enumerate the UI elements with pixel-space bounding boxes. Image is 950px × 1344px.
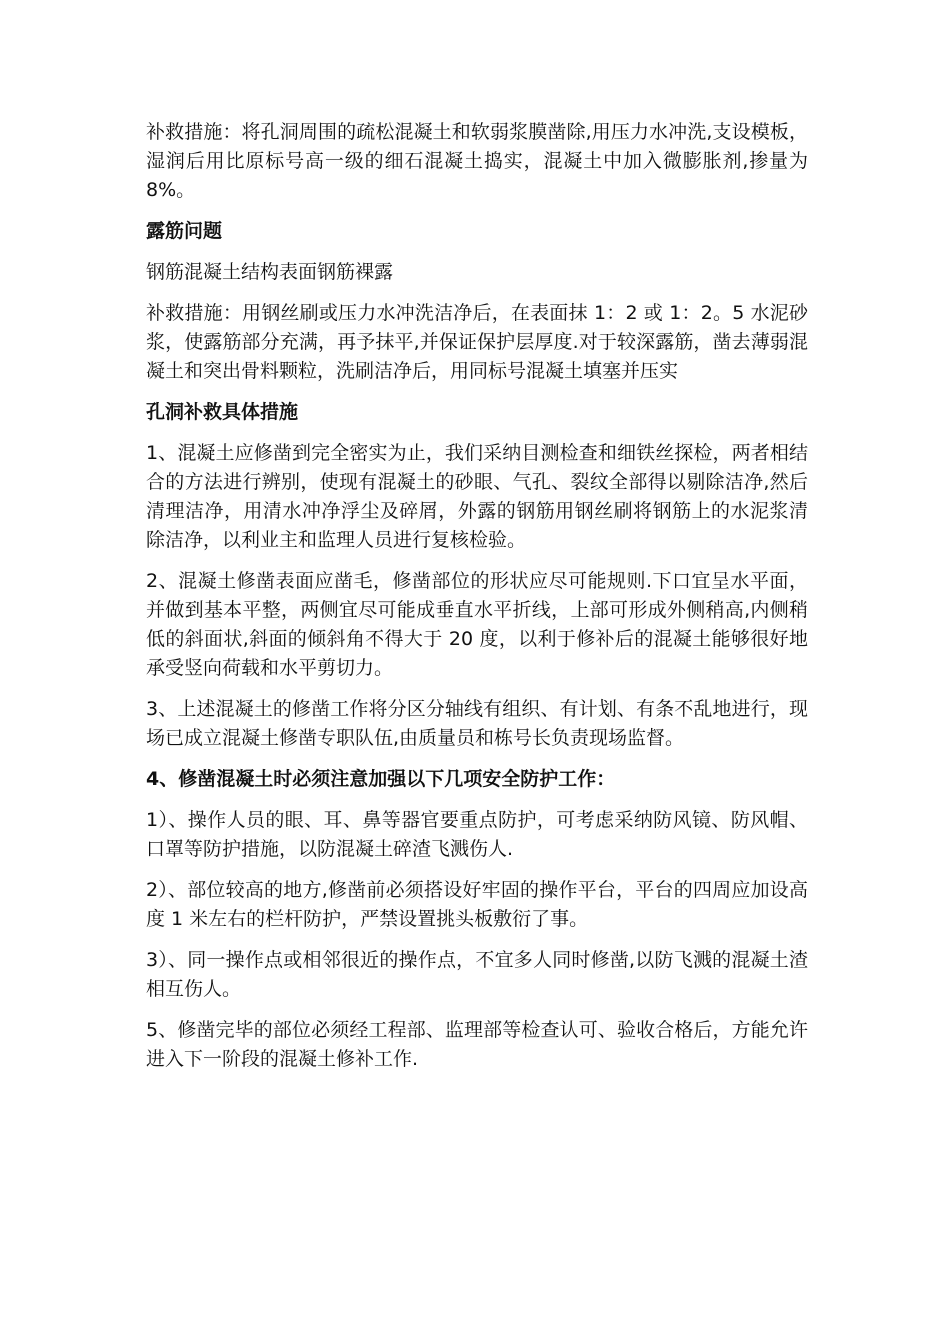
paragraph-item-2: 2、混凝土修凿表面应凿毛，修凿部位的形状应尽可能规则.下口宜呈水平面，并做到基本平整，两侧宜尽可能成垂直水平折线，上部可形成外侧稍高,内侧稍低的斜面状,斜面的倾斜角不得大于 20 度，以利于修补后的混凝土能够很好地承受竖向荷载和水平剪切力。 [146, 570, 808, 679]
paragraph-safety-3: 3）、同一操作点或相邻很近的操作点，不宜多人同时修凿,以防飞溅的混凝土渣相互伤人。 [146, 949, 808, 1000]
section-heading-exposed-rebar: 露筋问题 [146, 220, 223, 242]
paragraph-remedy-holes: 补救措施：将孔洞周围的疏松混凝土和软弱浆膜凿除,用压力水冲洗,支设模板，湿润后用比原标号高一级的细石混凝土捣实，混凝土中加入微膨胀剂,掺量为8%。 [146, 121, 808, 201]
paragraph-item-1: 1、混凝土应修凿到完全密实为止，我们采纳目测检查和细铁丝探检，两者相结合的方法进行辨别，使现有混凝土的砂眼、气孔、裂纹全部得以剔除洁净,然后清理洁净，用清水冲净浮尘及碎屑，外露的钢筋用钢丝刷将钢筋上的水泥浆清除洁净，以利业主和监理人员进行复核检验。 [146, 442, 808, 551]
section-heading-safety: 4、修凿混凝土时必须注意加强以下几项安全防护工作： [146, 768, 616, 790]
paragraph-item-3: 3、上述混凝土的修凿工作将分区分轴线有组织、有计划、有条不乱地进行，现场已成立混凝土修凿专职队伍,由质量员和栋号长负责现场监督。 [146, 698, 808, 749]
paragraph-item-5: 5、修凿完毕的部位必须经工程部、监理部等检查认可、验收合格后，方能允许进入下一阶段的混凝土修补工作. [146, 1019, 808, 1070]
paragraph-safety-1: 1）、操作人员的眼、耳、鼻等器官要重点防护，可考虑采纳防风镜、防风帽、口罩等防护措施，以防混凝土碎渣飞溅伤人. [146, 809, 808, 860]
section-heading-hole-measures: 孔洞补救具体措施 [146, 401, 299, 423]
paragraph-remedy-rebar: 补救措施：用钢丝刷或压力水冲洗洁净后，在表面抹 1：2 或 1：2。5 水泥砂浆，使露筋部分充满，再予抹平,并保证保护层厚度.对于较深露筋，凿去薄弱混凝土和突出骨料颗粒，洗刷洁净后，用同标号混凝土填塞并压实 [146, 302, 808, 382]
paragraph-exposed-rebar-desc: 钢筋混凝土结构表面钢筋裸露 [146, 261, 394, 283]
document-page [146, 118, 808, 1086]
paragraph-safety-2: 2）、部位较高的地方,修凿前必须搭设好牢固的操作平台，平台的四周应加设高度 1 米左右的栏杆防护，严禁设置挑头板敷衍了事。 [146, 879, 808, 930]
